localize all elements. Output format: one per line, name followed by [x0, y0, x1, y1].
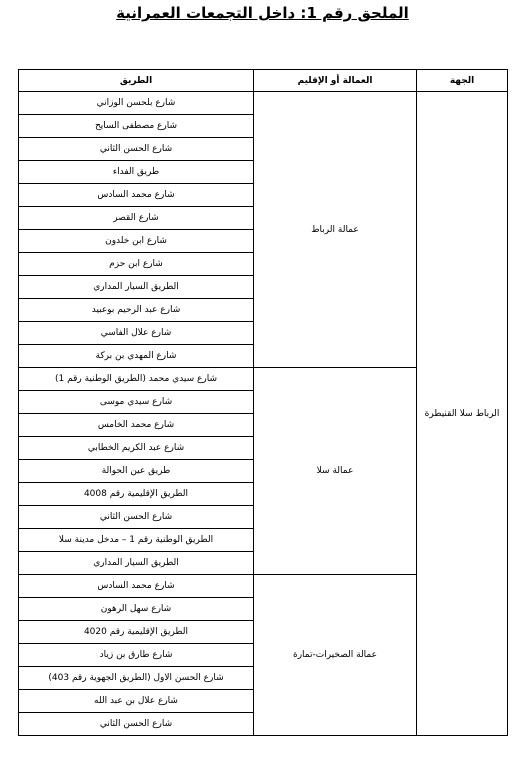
road-name: شارع سيدي موسى	[99, 397, 173, 407]
province-cell: عمالة سلا	[254, 368, 417, 575]
road-name: طريق عين الحوالة	[101, 466, 171, 476]
road-cell	[19, 414, 254, 437]
road-name: شارع الحسن الثاني	[99, 512, 173, 522]
road-cell	[19, 299, 254, 322]
road-name: شارع عبد الرحيم بوعبيد	[91, 305, 181, 315]
road-name: الطريق السيار المداري	[93, 558, 179, 568]
road-name: الطريق الإقليمية رقم 4008	[83, 489, 189, 499]
road-cell	[19, 368, 254, 391]
road-cell	[19, 690, 254, 713]
road-cell	[19, 506, 254, 529]
road-name: شارع علال بن عبد الله	[94, 696, 178, 706]
road-cell	[19, 575, 254, 598]
road-cell	[19, 713, 254, 736]
road-cell	[19, 322, 254, 345]
road-name: شارع مصطفى السايح	[94, 121, 178, 131]
road-cell	[19, 483, 254, 506]
province-cell: عمالة الرباط	[254, 92, 417, 368]
road-cell	[19, 391, 254, 414]
road-name: الطريق السيار المداري	[93, 282, 179, 292]
roads-table	[18, 69, 508, 736]
road-name: شارع ابن حزم	[109, 259, 163, 269]
road-cell	[19, 552, 254, 575]
road-cell	[19, 207, 254, 230]
road-name: شارع الحسن الاول (الطريق الجهوية رقم 403)	[48, 673, 224, 683]
road-cell	[19, 667, 254, 690]
region-cell: الرباط سلا القنيطرة	[417, 92, 508, 736]
header-road: الطريق	[19, 70, 254, 92]
road-name: شارع سيدي محمد (الطريق الوطنية رقم 1)	[54, 374, 218, 384]
road-cell	[19, 644, 254, 667]
road-name: شارع الحسن الثاني	[99, 144, 173, 154]
road-cell	[19, 621, 254, 644]
header-province: العمالة أو الإقليم	[254, 70, 417, 92]
road-name: شارع عبد الكريم الخطابي	[87, 443, 185, 453]
road-name: شارع محمد السادس	[97, 190, 175, 200]
road-cell	[19, 92, 254, 115]
road-cell	[19, 345, 254, 368]
table-header-row	[19, 70, 508, 92]
table-row	[19, 92, 508, 115]
road-name: طريق الفداء	[112, 167, 160, 177]
province-cell: عمالة الصخيرات-تمارة	[254, 575, 417, 736]
road-cell	[19, 460, 254, 483]
road-name: شارع المهدي بن بركة	[95, 351, 177, 361]
road-cell	[19, 598, 254, 621]
table-body	[19, 92, 508, 736]
road-cell	[19, 184, 254, 207]
road-name: الطريق الإقليمية رقم 4020	[83, 627, 189, 637]
road-name: الطريق الوطنية رقم 1 – مدخل مدينة سلا	[58, 535, 214, 545]
page-title: الملحق رقم 1: داخل التجمعات العمرانية	[116, 4, 409, 22]
header-region: الجهة	[417, 70, 508, 92]
road-name: شارع طارق بن زياد	[99, 650, 173, 660]
road-name: شارع سهل الرهون	[100, 604, 172, 614]
road-cell	[19, 230, 254, 253]
road-cell	[19, 115, 254, 138]
road-name: شارع بلحسن الوزاني	[96, 98, 176, 108]
road-name: شارع محمد الخامس	[97, 420, 175, 430]
road-name: شارع الحسن الثاني	[99, 719, 173, 729]
road-name: شارع محمد السادس	[97, 581, 175, 591]
road-cell	[19, 161, 254, 184]
road-cell	[19, 138, 254, 161]
road-name: شارع ابن خلدون	[105, 236, 167, 246]
road-name: شارع علال الفاسي	[100, 328, 172, 338]
road-cell	[19, 529, 254, 552]
road-cell	[19, 437, 254, 460]
road-name: شارع القصر	[113, 213, 159, 223]
road-cell	[19, 253, 254, 276]
road-cell	[19, 276, 254, 299]
